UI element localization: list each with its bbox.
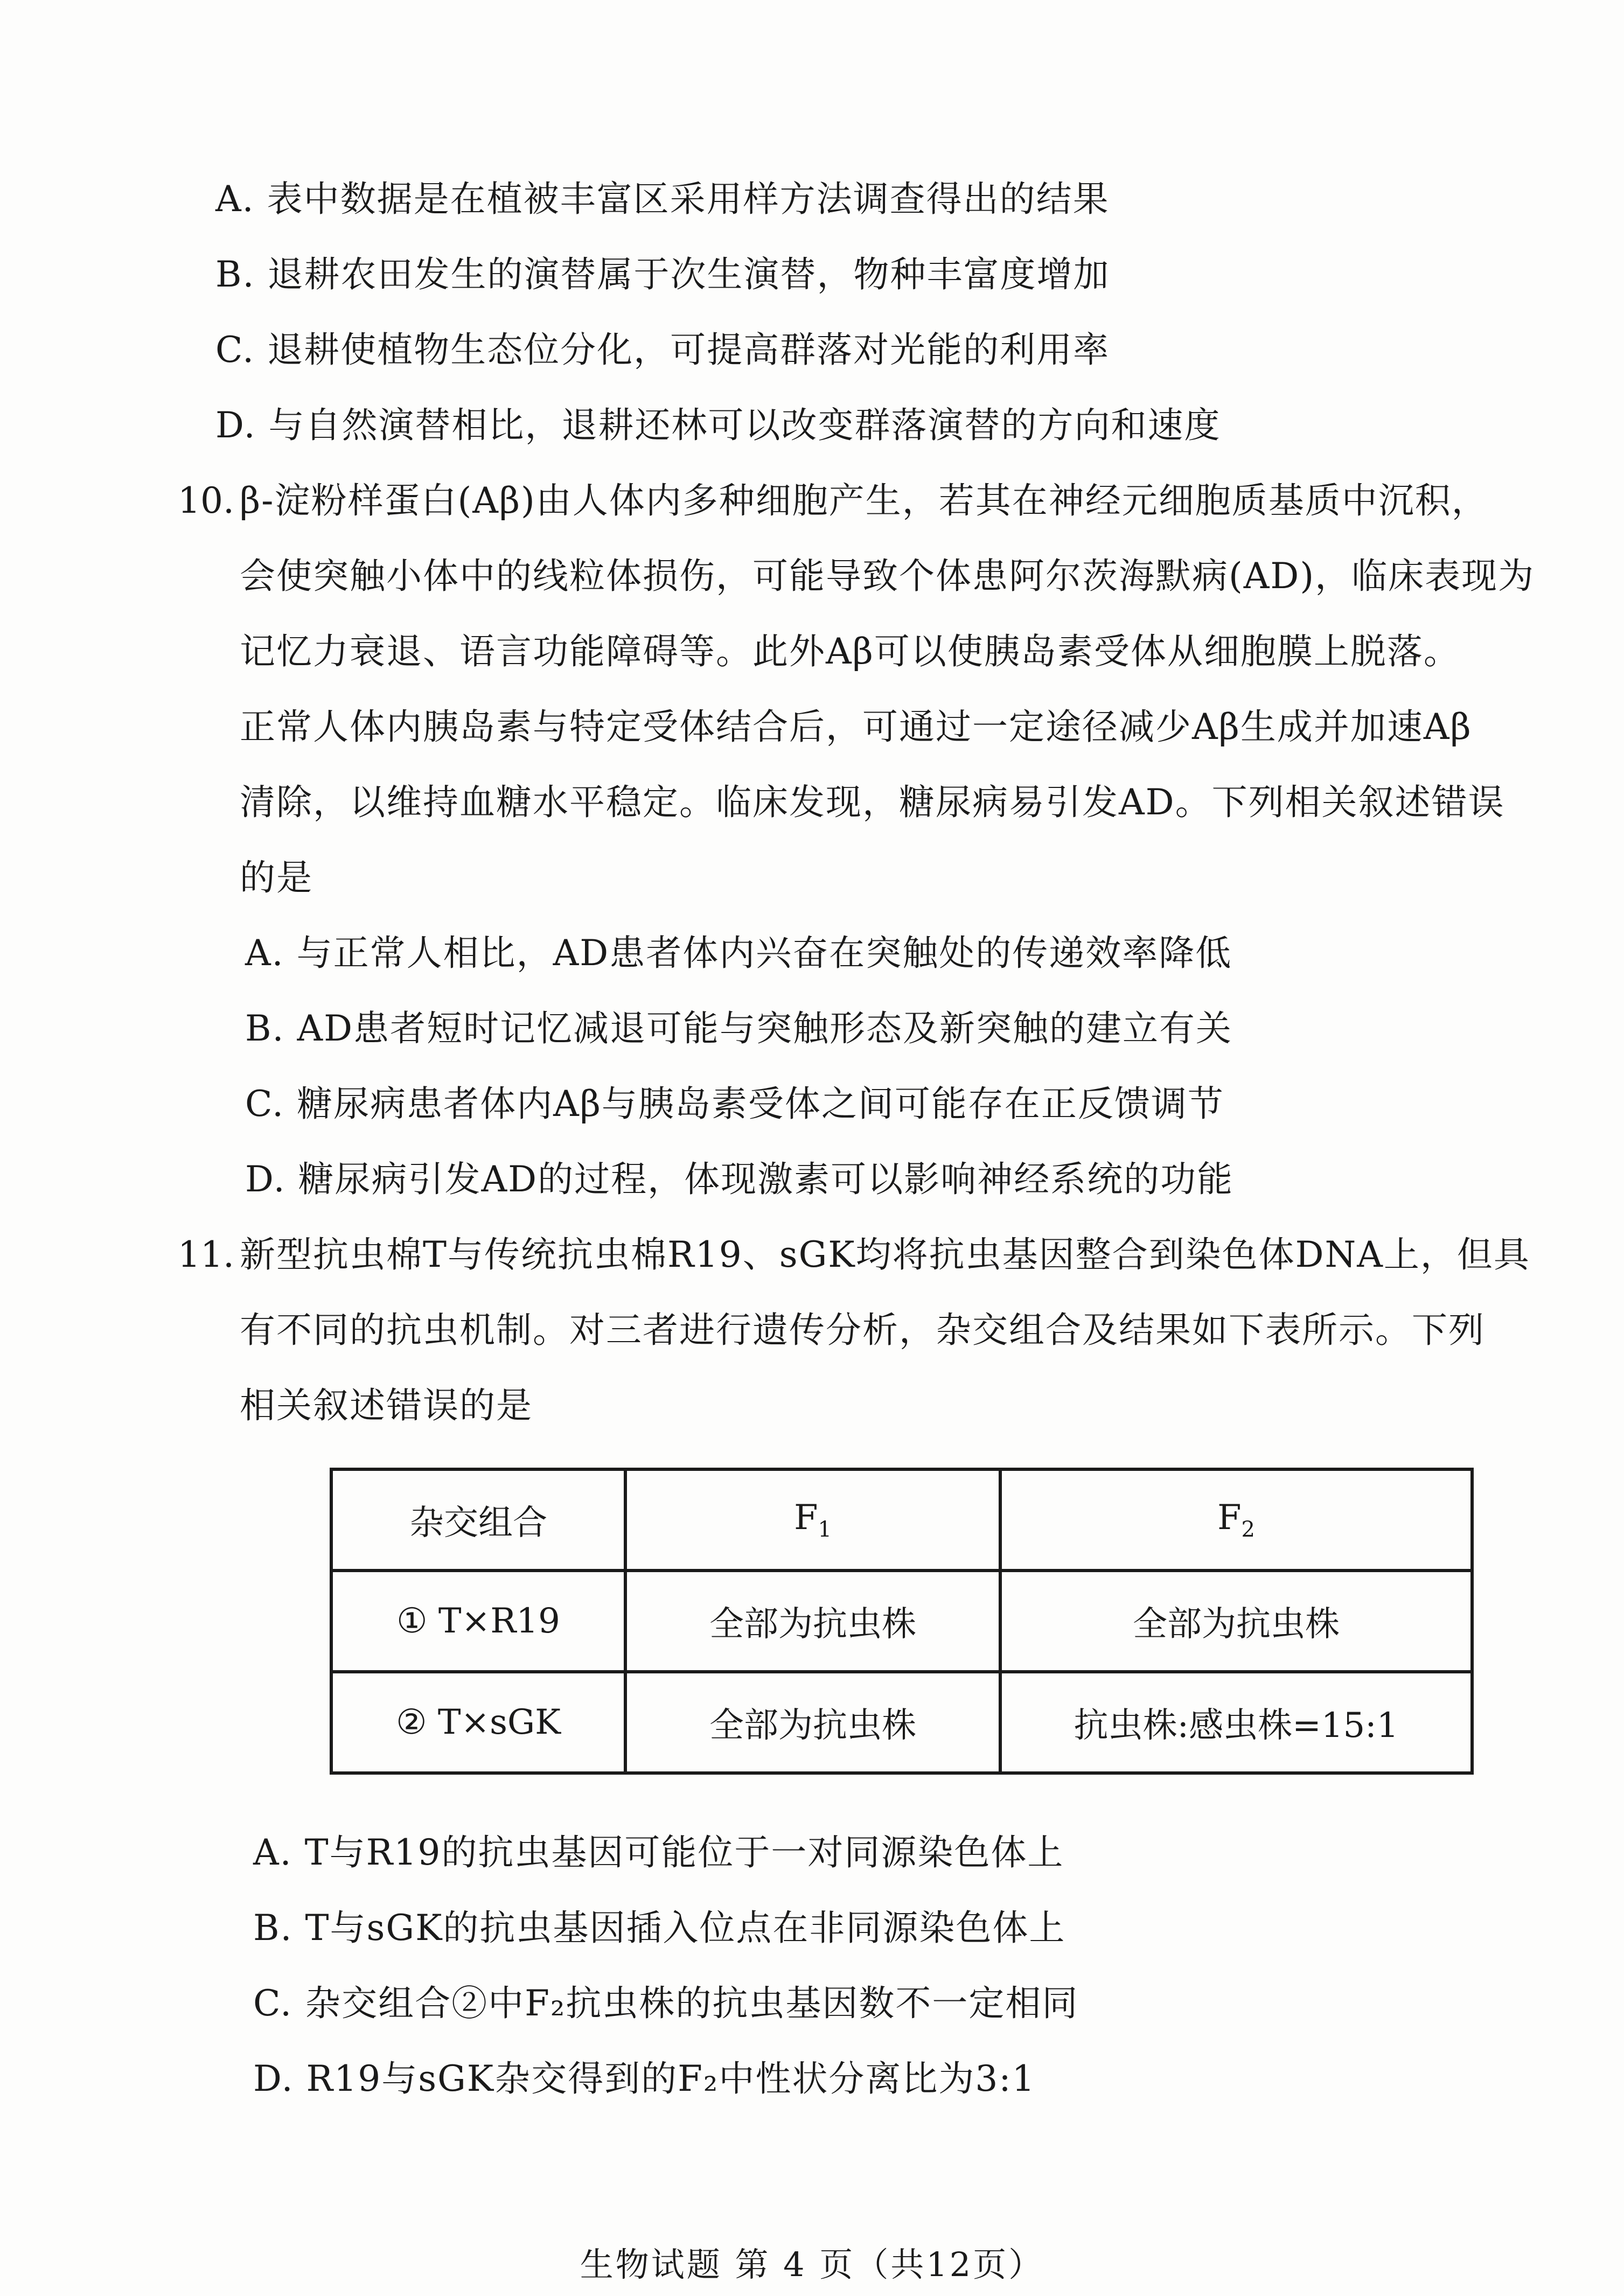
- page-footer: 生物试题 第 4 页（共12页）: [580, 2245, 1044, 2284]
- q10-option-d: D. 糖尿病引发AD的过程，体现激素可以影响神经系统的功能: [245, 1159, 1234, 1200]
- q10-option-b: B. AD患者短时记忆减退可能与突触形态及新突触的建立有关: [245, 1008, 1233, 1049]
- table-header-cell: 杂交组合: [331, 1469, 625, 1571]
- table-cell: ② T×sGK: [331, 1672, 625, 1773]
- table-cell: ① T×R19: [331, 1571, 625, 1672]
- q11-option-b: B. T与sGK的抗虫基因插入位点在非同源染色体上: [253, 1907, 1066, 1949]
- q9-option-c: C. 退耕使植物生态位分化，可提高群落对光能的利用率: [215, 329, 1110, 371]
- q10-stem-line: 会使突触小体中的线粒体损伤，可能导致个体患阿尔茨海默病(AD)，临床表现为: [240, 555, 1535, 597]
- q11-option-a: A. T与R19的抗虫基因可能位于一对同源染色体上: [253, 1832, 1064, 1873]
- table-cell: 全部为抗虫株: [625, 1571, 1000, 1672]
- q11-stem-line: 新型抗虫棉T与传统抗虫棉R19、sGK均将抗虫基因整合到染色体DNA上，但具: [240, 1234, 1530, 1275]
- table-row: [331, 1672, 1472, 1773]
- q11-stem-line: 相关叙述错误的是: [240, 1385, 533, 1426]
- q11-stem-line: 有不同的抗虫机制。对三者进行遗传分析，杂交组合及结果如下表所示。下列: [240, 1309, 1485, 1351]
- q11-option-c: C. 杂交组合②中F₂抗虫株的抗虫基因数不一定相同: [253, 1983, 1079, 2024]
- table-cell: 抗虫株:感虫株=15:1: [1000, 1672, 1472, 1773]
- q11-option-d: D. R19与sGK杂交得到的F₂中性状分离比为3:1: [253, 2058, 1036, 2099]
- q9-option-a: A. 表中数据是在植被丰富区采用样方法调查得出的结果: [215, 178, 1110, 220]
- table-row: [331, 1571, 1472, 1672]
- q10-option-a: A. 与正常人相比，AD患者体内兴奋在突触处的传递效率降低: [245, 932, 1232, 974]
- q9-option-d: D. 与自然演替相比，退耕还林可以改变群落演替的方向和速度: [215, 404, 1221, 446]
- table-cell: 全部为抗虫株: [1000, 1571, 1472, 1672]
- q10-stem-line: β-淀粉样蛋白(Aβ)由人体内多种细胞产生，若其在神经元细胞质基质中沉积，: [240, 480, 1488, 521]
- q11-number: 11.: [178, 1234, 234, 1275]
- q10-stem-line: 记忆力衰退、语言功能障碍等。此外Aβ可以使胰岛素受体从细胞膜上脱落。: [240, 631, 1460, 672]
- table-cell: 全部为抗虫株: [625, 1672, 1000, 1773]
- table-header-cell: $F_1$: [625, 1469, 1000, 1571]
- table-header-cell: $F_2$: [1000, 1469, 1472, 1571]
- q10-option-c: C. 糖尿病患者体内Aβ与胰岛素受体之间可能存在正反馈调节: [245, 1083, 1224, 1125]
- q10-stem-line: 正常人体内胰岛素与特定受体结合后，可通过一定途径减少Aβ生成并加速Aβ: [240, 706, 1472, 748]
- q10-number: 10.: [178, 480, 234, 521]
- cross-results-table: [330, 1468, 1474, 1775]
- q10-stem-line: 清除，以维持血糖水平稳定。临床发现，糖尿病易引发AD。下列相关叙述错误: [240, 781, 1505, 823]
- q10-stem-line: 的是: [240, 857, 313, 898]
- table-header-row: [331, 1469, 1472, 1571]
- q9-option-b: B. 退耕农田发生的演替属于次生演替，物种丰富度增加: [215, 254, 1110, 295]
